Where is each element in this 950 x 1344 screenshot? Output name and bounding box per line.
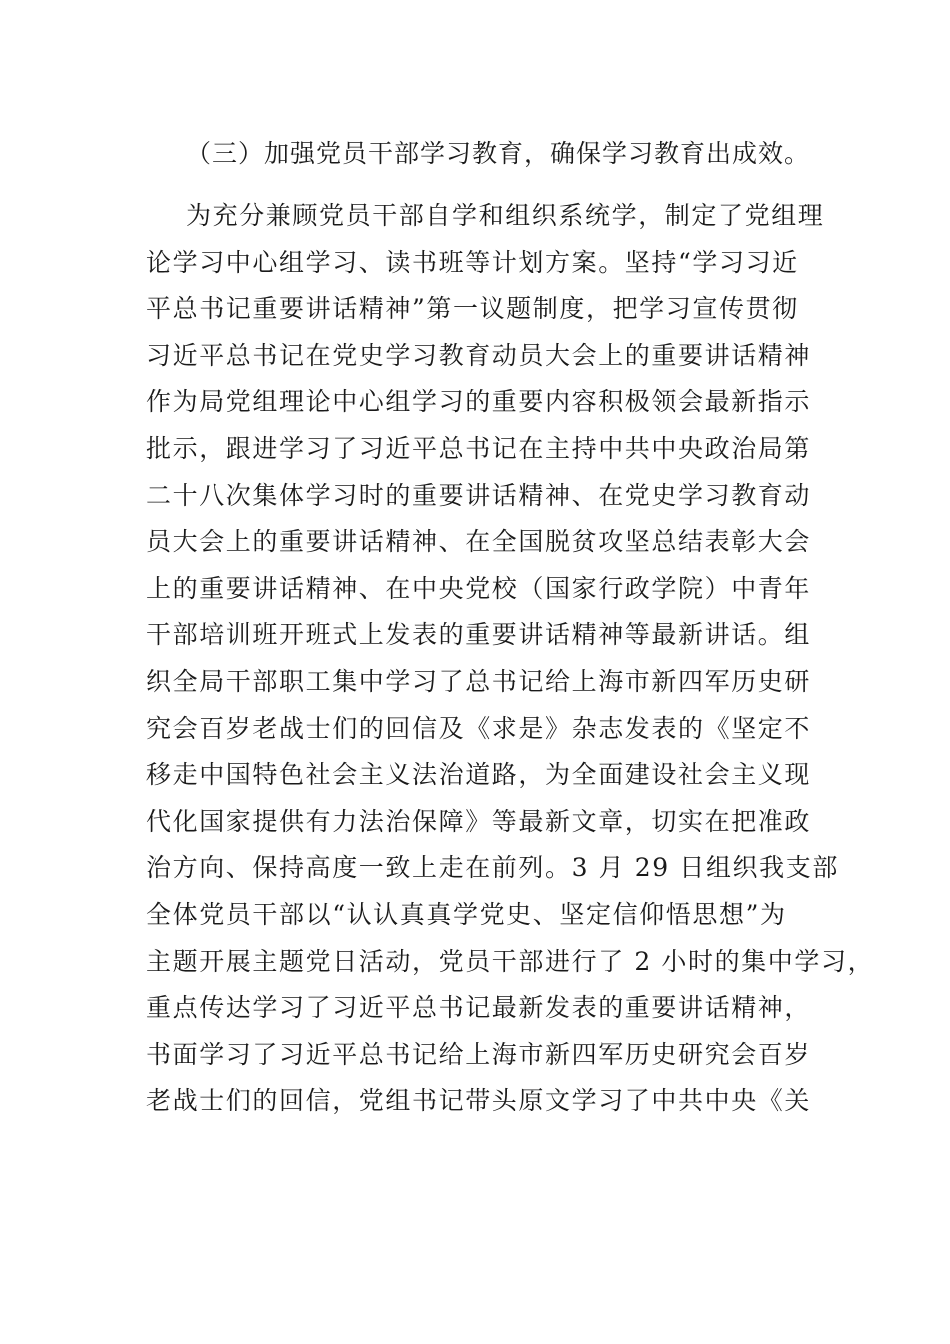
paragraph-line: 干部培训班开班式上发表的重要讲话精神等最新讲话。组 (146, 620, 812, 650)
paragraph-line: 二十八次集体学习时的重要讲话精神、在党史学习教育动 (146, 480, 812, 510)
paragraph-line: 员大会上的重要讲话精神、在全国脱贫攻坚总结表彰大会 (146, 527, 812, 557)
section-heading: （三）加强党员干部学习教育，确保学习教育出成效。 (186, 139, 811, 168)
paragraph-line: 平总书记重要讲话精神”第一议题制度，把学习宣传贯彻 (146, 294, 799, 324)
paragraph-line: 主题开展主题党日活动，党员干部进行了 2 小时的集中学习， (146, 946, 875, 976)
paragraph-line: 论学习中心组学习、读书班等计划方案。坚持“学习习近 (146, 247, 799, 277)
paragraph-line: 为充分兼顾党员干部自学和组织系统学，制定了党组理 (186, 201, 825, 230)
paragraph-line: 习近平总书记在党史学习教育动员大会上的重要讲话精神 (146, 340, 812, 370)
paragraph-line: 移走中国特色社会主义法治道路，为全面建设社会主义现 (146, 760, 812, 790)
paragraph-line: 批示，跟进学习了习近平总书记在主持中共中央政治局第 (146, 433, 812, 463)
paragraph-line: 重点传达学习了习近平总书记最新发表的重要讲话精神， (146, 993, 812, 1023)
paragraph-line: 代化国家提供有力法治保障》等最新文章，切实在把准政 (146, 806, 812, 836)
paragraph-line: 治方向、保持高度一致上走在前列。3 月 29 日组织我支部 (146, 853, 839, 883)
paragraph-line: 书面学习了习近平总书记给上海市新四军历史研究会百岁 (146, 1039, 812, 1069)
paragraph-line: 上的重要讲话精神、在中央党校（国家行政学院）中青年 (146, 573, 812, 603)
paragraph-line: 作为局党组理论中心组学习的重要内容积极领会最新指示 (146, 387, 812, 417)
paragraph-line: 织全局干部职工集中学习了总书记给上海市新四军历史研 (146, 666, 812, 696)
body-paragraph (146, 196, 875, 1128)
paragraph-line: 究会百岁老战士们的回信及《求是》杂志发表的《坚定不 (146, 713, 812, 743)
paragraph-line: 老战士们的回信，党组书记带头原文学习了中共中央《关 (146, 1086, 812, 1116)
paragraph-line: 全体党员干部以“认认真真学党史、坚定信仰悟思想”为 (146, 899, 787, 929)
